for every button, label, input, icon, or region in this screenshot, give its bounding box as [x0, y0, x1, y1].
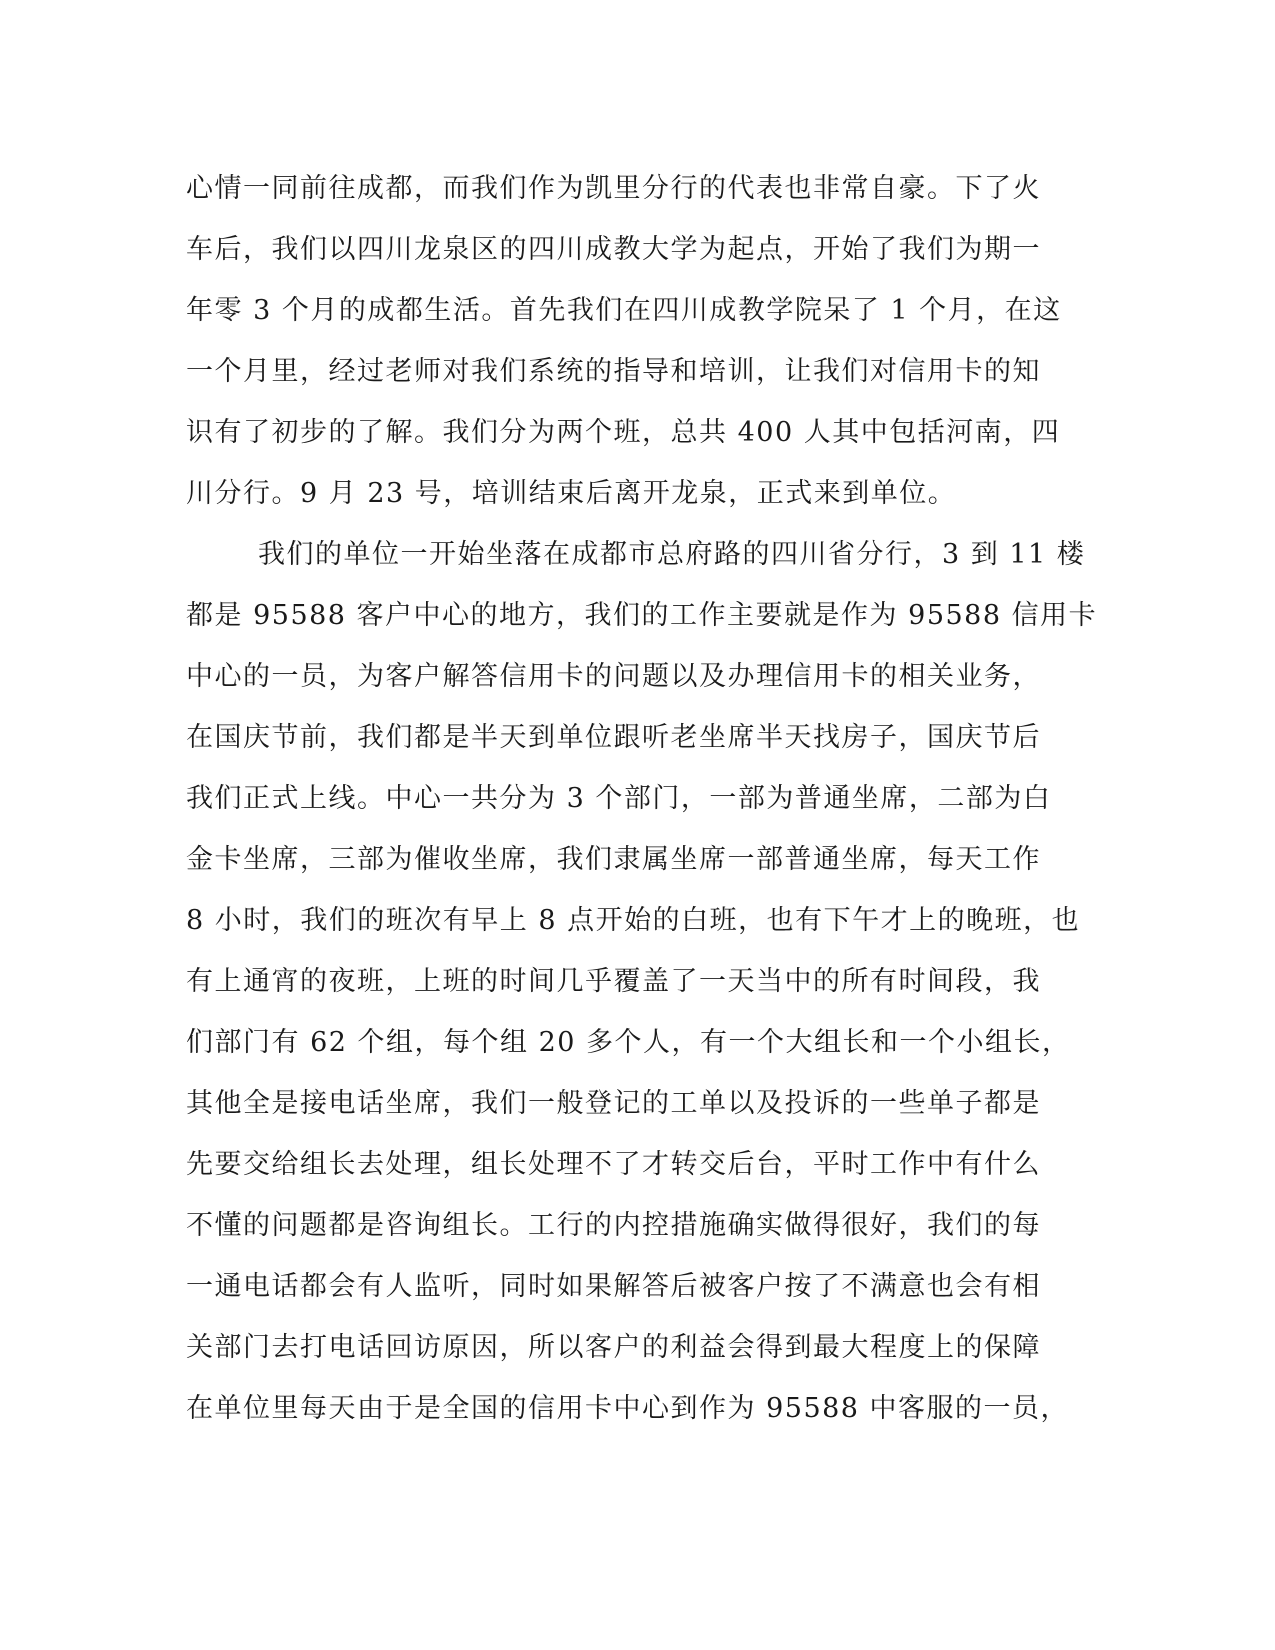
text-line: 们部门有 62 个组，每个组 20 多个人，有一个大组长和一个小组长，: [186, 1027, 1071, 1058]
paragraph-first-line: 我们的单位一开始坐落在成都市总府路的四川省分行，3 到 11 楼: [258, 539, 1086, 570]
text-line: 在单位里每天由于是全国的信用卡中心到作为 95588 中客服的一员，: [186, 1393, 1070, 1424]
text-line: 年零 3 个月的成都生活。首先我们在四川成教学院呆了 1 个月，在这: [186, 295, 1062, 326]
text-line: 心情一同前往成都，而我们作为凯里分行的代表也非常自豪。下了火: [186, 173, 1041, 204]
text-line: 车后，我们以四川龙泉区的四川成教大学为起点，开始了我们为期一: [186, 234, 1041, 265]
text-line: 其他全是接电话坐席，我们一般登记的工单以及投诉的一些单子都是: [186, 1088, 1041, 1119]
text-line: 在国庆节前，我们都是半天到单位跟听老坐席半天找房子，国庆节后: [186, 722, 1041, 753]
text-line: 识有了初步的了解。我们分为两个班，总共 400 人其中包括河南，四: [186, 417, 1061, 448]
text-line: 都是 95588 客户中心的地方，我们的工作主要就是作为 95588 信用卡: [186, 600, 1098, 631]
text-line: 金卡坐席，三部为催收坐席，我们隶属坐席一部普通坐席，每天工作: [186, 844, 1041, 875]
text-line: 中心的一员，为客户解答信用卡的问题以及办理信用卡的相关业务，: [186, 661, 1041, 692]
text-line: 8 小时，我们的班次有早上 8 点开始的白班，也有下午才上的晚班，也: [186, 905, 1081, 936]
text-line: 川分行。9 月 23 号，培训结束后离开龙泉，正式来到单位。: [186, 478, 957, 509]
text-line: 我们正式上线。中心一共分为 3 个部门，一部为普通坐席，二部为白: [186, 783, 1052, 814]
body-text: [186, 158, 1098, 1439]
text-line: 先要交给组长去处理，组长处理不了才转交后台，平时工作中有什么: [186, 1149, 1041, 1180]
text-line: 不懂的问题都是咨询组长。工行的内控措施确实做得很好，我们的每: [186, 1210, 1041, 1241]
text-line: 一个月里，经过老师对我们系统的指导和培训，让我们对信用卡的知: [186, 356, 1041, 387]
text-line: 有上通宵的夜班，上班的时间几乎覆盖了一天当中的所有时间段，我: [186, 966, 1041, 997]
text-line: 关部门去打电话回访原因，所以客户的利益会得到最大程度上的保障: [186, 1332, 1041, 1363]
text-line: 一通电话都会有人监听，同时如果解答后被客户按了不满意也会有相: [186, 1271, 1041, 1302]
